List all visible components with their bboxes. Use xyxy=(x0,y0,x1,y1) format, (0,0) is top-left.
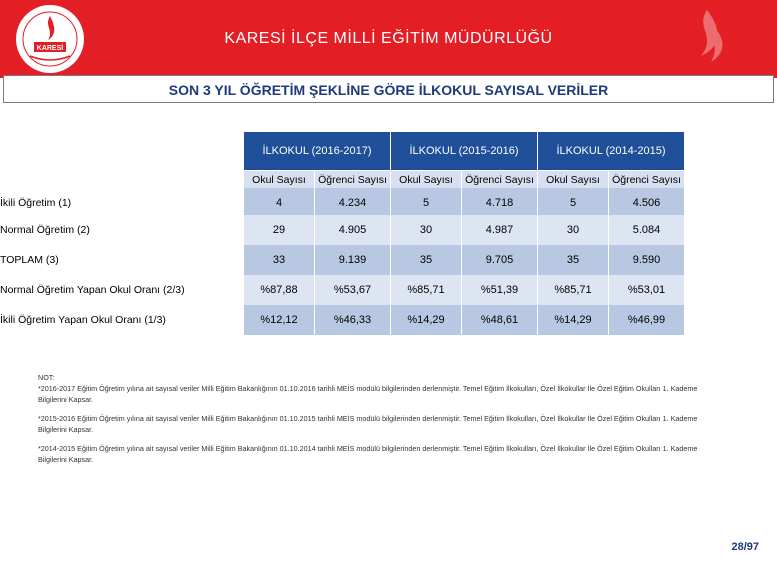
table-cell: 4.234 xyxy=(315,188,390,218)
table-cell: %51,39 xyxy=(462,275,537,305)
subheader-okul-sayisi: Okul Sayısı xyxy=(391,170,461,189)
page-number: 28/97 xyxy=(731,541,759,553)
flame-watermark-icon xyxy=(677,6,737,76)
table-cell: 33 xyxy=(244,245,314,275)
table-cell: 9.705 xyxy=(462,245,537,275)
subtitle-box xyxy=(3,75,774,103)
table-cell: %46,99 xyxy=(609,305,684,335)
table-cell: 35 xyxy=(391,245,461,275)
table-cell: %46,33 xyxy=(315,305,390,335)
notes-title: NOT: xyxy=(38,373,55,382)
table-cell: %53,67 xyxy=(315,275,390,305)
table-cell: 9.139 xyxy=(315,245,390,275)
note-item: *2016-2017 Eğitim Öğretim yılına ait sayısal veriler Milli Eğitim Bakanlığının 01.10.2016 tarihli MEİS modülü bilgilerinden derlenmiştir. Temel Eğitim İlkokulları, Özel İlkokullar İle Özel Eğitim Okulları 1. Kademe Bilgilerini Kapsar. xyxy=(38,384,698,404)
logo-text: KARESİ xyxy=(36,45,64,52)
table-cell: %87,88 xyxy=(244,275,314,305)
table-cell: 30 xyxy=(391,215,461,245)
table-cell: 9.590 xyxy=(609,245,684,275)
subtitle: SON 3 YIL ÖĞRETİM ŞEKLİNE GÖRE İLKOKUL SAYISAL VERİLER xyxy=(168,82,609,98)
table-cell: 4.987 xyxy=(462,215,537,245)
header-banner xyxy=(0,0,777,78)
note-item: *2015-2016 Eğitim Öğretim yılına ait sayısal veriler Milli Eğitim Bakanlığının 01.10.2015 tarihli MEİS modülü bilgilerinden derlenmiştir. Temel Eğitim İlkokulları, Özel İlkokullar İle Özel Eğitim Okulları 1. Kademe Bilgilerini Kapsar. xyxy=(38,414,698,434)
subheader-ogrenci-sayisi: Öğrenci Sayısı xyxy=(609,170,684,189)
table-cell: %85,71 xyxy=(391,275,461,305)
subheader-ogrenci-sayisi: Öğrenci Sayısı xyxy=(462,170,537,189)
subheader-okul-sayisi: Okul Sayısı xyxy=(244,170,314,189)
row-label: Normal Öğretim (2) xyxy=(0,224,90,236)
table-cell: 5.084 xyxy=(609,215,684,245)
table-cell: 4.905 xyxy=(315,215,390,245)
table-cell: %53,01 xyxy=(609,275,684,305)
table-cell: 35 xyxy=(538,245,608,275)
table-cell: 30 xyxy=(538,215,608,245)
table-cell: %48,61 xyxy=(462,305,537,335)
table-cell: 4.506 xyxy=(609,188,684,218)
notes-section xyxy=(38,372,723,473)
row-label: TOPLAM (3) xyxy=(0,254,59,266)
group-header-2014-2015: İLKOKUL (2014-2015) xyxy=(538,132,684,170)
table-cell: 5 xyxy=(391,188,461,218)
row-label: Normal Öğretim Yapan Okul Oranı (2/3) xyxy=(0,284,185,296)
subheader-okul-sayisi: Okul Sayısı xyxy=(538,170,608,189)
table-cell: 29 xyxy=(244,215,314,245)
subheader-ogrenci-sayisi: Öğrenci Sayısı xyxy=(315,170,390,189)
table-cell: %14,29 xyxy=(538,305,608,335)
group-header-2015-2016: İLKOKUL (2015-2016) xyxy=(391,132,537,170)
row-label: İkili Öğretim Yapan Okul Oranı (1/3) xyxy=(0,314,166,326)
table-cell: %85,71 xyxy=(538,275,608,305)
table-cell: 5 xyxy=(538,188,608,218)
table-cell: %14,29 xyxy=(391,305,461,335)
table-cell: 4 xyxy=(244,188,314,218)
row-label: İkili Öğretim (1) xyxy=(0,197,72,209)
note-item: *2014-2015 Eğitim Öğretim yılına ait sayısal veriler Milli Eğitim Bakanlığının 01.10.2014 tarihli MEİS modülü bilgilerinden derlenmiştir. Temel Eğitim İlkokulları, Özel İlkokullar İle Özel Eğitim Okulları 1. Kademe Bilgilerini Kapsar. xyxy=(38,444,698,464)
table-cell: 4.718 xyxy=(462,188,537,218)
page-title: KARESİ İLÇE MİLLİ EĞİTİM MÜDÜRLÜĞÜ xyxy=(224,30,553,47)
table-cell: %12,12 xyxy=(244,305,314,335)
group-header-2016-2017: İLKOKUL (2016-2017) xyxy=(244,132,390,170)
